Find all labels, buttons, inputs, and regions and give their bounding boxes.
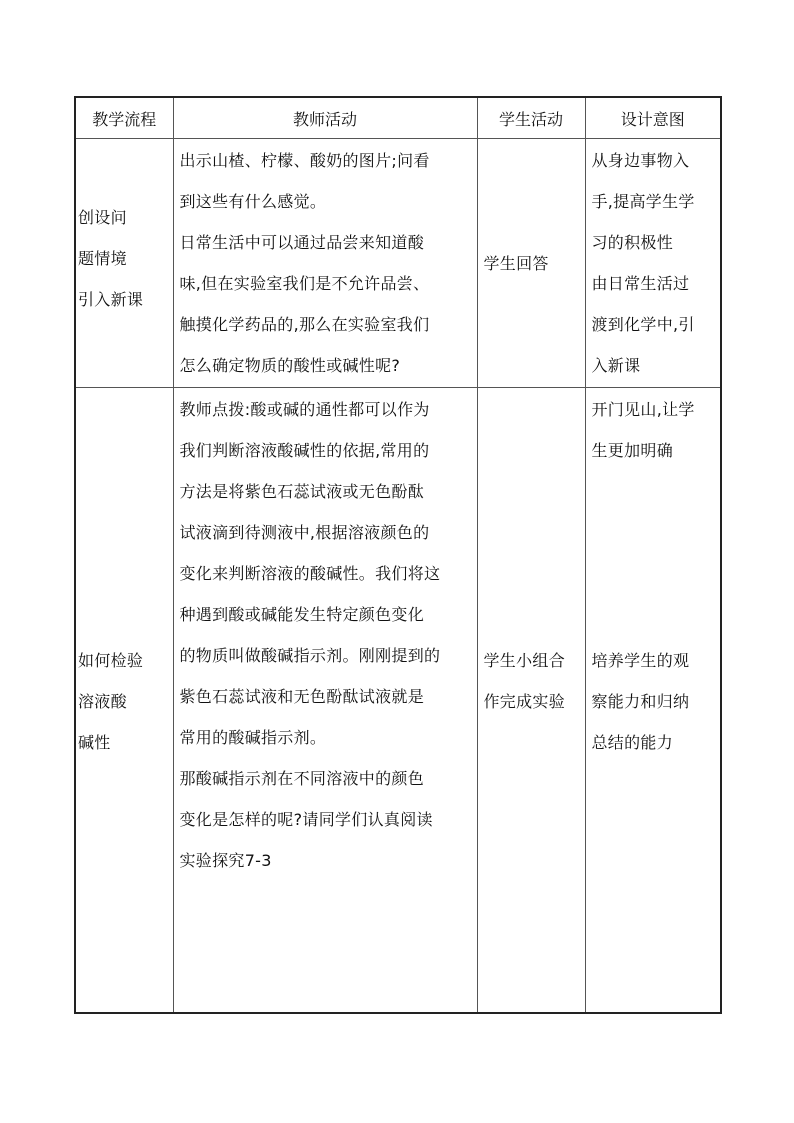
student-activity-cell bbox=[477, 388, 585, 1014]
flow-cell bbox=[75, 388, 173, 1014]
header-student-activity: 学生活动 bbox=[477, 97, 585, 139]
design-intent-cell bbox=[585, 388, 721, 1014]
flow-cell bbox=[75, 139, 173, 388]
teacher-activity-text: 教师点拨:酸或碱的通性都可以作为 我们判断溶液酸碱性的依据,常用的 方法是将紫色石蕊试液或无色酚酞 试液滴到待测液中,根据溶液颜色的 变化来判断溶液的酸碱性。我们将这 种遇到酸或碱能发生特定颜色变化 的物质叫做酸碱指示剂。刚刚提到的 紫色石蕊试液和无色酚酞试液就是 常用的酸碱指示剂。 那酸碱指示剂在不同溶液中的颜色 变化是怎样的呢?请同学们认真阅读 实验探究7-3 bbox=[179, 400, 441, 870]
table-header-row bbox=[75, 97, 721, 139]
student-activity-text: 学生小组合 作完成实验 bbox=[483, 651, 566, 711]
header-design-intent: 设计意图 bbox=[585, 97, 721, 139]
teacher-activity-text: 出示山楂、柠檬、酸奶的图片;问看 到这些有什么感觉。 日常生活中可以通过品尝来知道酸 味,但在实验室我们是不允许品尝、 触摸化学药品的,那么在实验室我们 怎么确定物质的酸性或碱性呢? bbox=[179, 151, 430, 375]
table-row bbox=[75, 139, 721, 388]
header-teacher-activity: 教师活动 bbox=[173, 97, 477, 139]
student-activity-cell bbox=[477, 139, 585, 388]
teacher-activity-cell bbox=[173, 139, 477, 388]
flow-text: 创设问 题情境 引入新课 bbox=[78, 208, 144, 309]
design-intent-cell bbox=[585, 139, 721, 388]
flow-text: 如何检验 溶液酸 碱性 bbox=[78, 651, 144, 752]
teacher-activity-cell bbox=[173, 388, 477, 1014]
design-intent-text: 培养学生的观 察能力和归纳 总结的能力 bbox=[591, 651, 690, 752]
lesson-plan-table bbox=[74, 96, 722, 1014]
table-row bbox=[75, 388, 721, 1014]
student-activity-text: 学生回答 bbox=[483, 254, 549, 273]
design-intent-text: 从身边事物入 手,提高学生学 习的积极性 由日常生活过 渡到化学中,引 入新课 bbox=[591, 151, 695, 375]
header-flow: 教学流程 bbox=[75, 97, 173, 139]
design-intent-text: 开门见山,让学 生更加明确 bbox=[591, 400, 695, 460]
